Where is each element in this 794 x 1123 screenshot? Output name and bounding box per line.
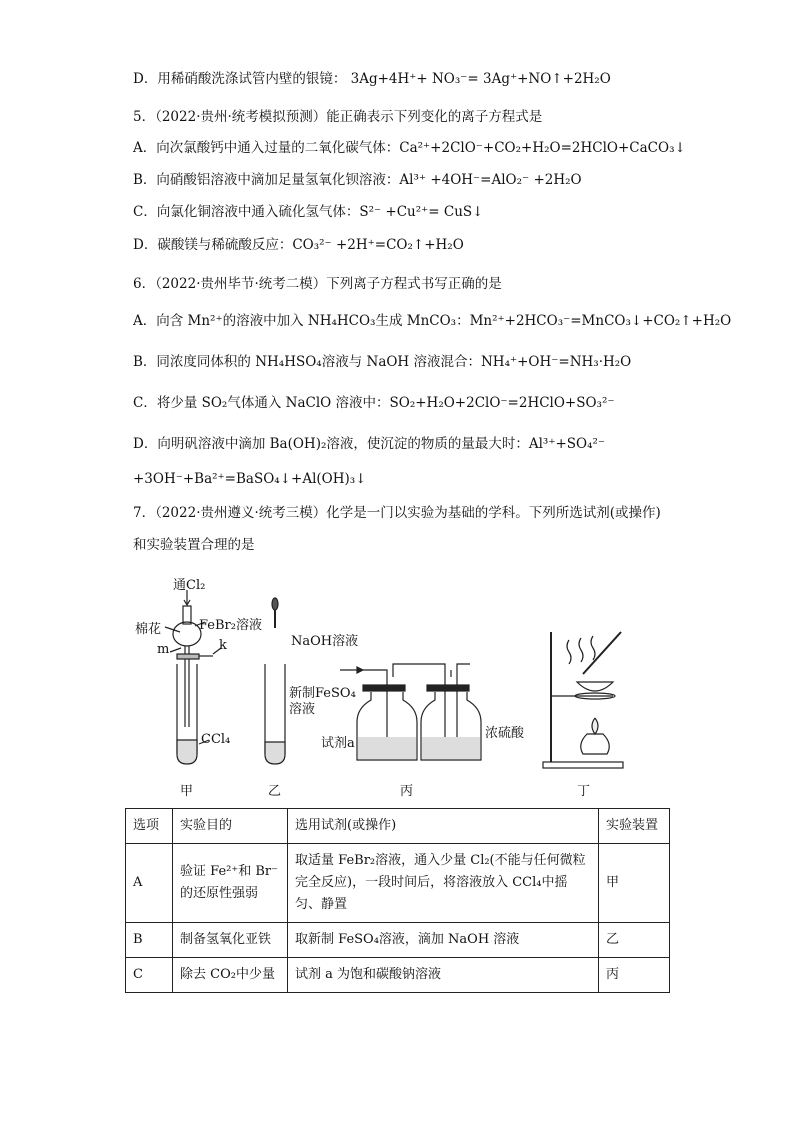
purpose-cell: 验证 Fe²⁺和 Br⁻的还原性强弱 (173, 844, 288, 923)
label-shiji-a: 试剂a (321, 736, 355, 751)
ring-stand-base (543, 762, 623, 768)
device-cell: 甲 (599, 844, 670, 923)
label-feso4: 新制FeSO₄ (289, 686, 356, 701)
header-cell: 选用试剂(或操作) (288, 809, 599, 844)
question-5-stem: 5．（2022·贵州·统考模拟预测）能正确表示下列变化的离子方程式是 (133, 109, 543, 125)
glass-rod (583, 632, 621, 674)
option-cell: C (126, 958, 173, 993)
label-k: k (219, 638, 227, 653)
question-7-stem: 7．（2022·贵州遵义·统考三模）化学是一门以实验为基础的学科。下列所选试剂(或操作) (133, 505, 661, 521)
q5-option-a: A．向次氯酸钙中通入过量的二氧化碳气体：Ca²⁺+2ClO⁻+CO₂+H₂O=2HClO+CaCO₃↓ (133, 140, 686, 156)
q5-option-b: B．向硝酸铝溶液中滴加足量氢氧化钡溶液：Al³⁺ +4OH⁻=AlO₂⁻ +2H₂O (133, 172, 582, 188)
option-cell: B (126, 923, 173, 958)
reagent-cell: 试剂 a 为饱和碳酸钠溶液 (288, 958, 599, 993)
caption-ding: 丁 (577, 784, 591, 799)
label-nongliusuan: 浓硫酸 (485, 726, 525, 741)
q5-option-d: D．碳酸镁与稀硫酸反应：CO₃²⁻ +2H⁺=CO₂↑+H₂O (133, 237, 464, 253)
q6-option-b: B．同浓度同体积的 NH₄HSO₄溶液与 NaOH 溶液混合：NH₄⁺+OH⁻=NH₃·H₂O (133, 354, 632, 370)
label-tong-cl2: 通Cl₂ (173, 578, 206, 593)
label-ccl4: CCl₄ (201, 732, 231, 747)
question-7-stem-cont: 和实验装置合理的是 (133, 537, 255, 553)
device-cell: 乙 (599, 923, 670, 958)
device-cell: 丙 (599, 958, 670, 993)
option-d-text: D．用稀硝酸洗涤试管内壁的银镜： 3Ag+4H⁺+ NO₃⁻= 3Ag⁺+NO↑+2H₂O (133, 71, 611, 87)
label-naoh: NaOH溶液 (291, 634, 359, 649)
table-row (126, 958, 670, 993)
caption-yi: 乙 (268, 784, 282, 799)
q6-option-d-cont: +3OH⁻+Ba²⁺=BaSO₄↓+Al(OH)₃↓ (133, 471, 367, 487)
label-febr2: FeBr₂溶液 (199, 618, 262, 633)
evaporating-dish (577, 682, 613, 691)
purpose-cell: 制备氢氧化亚铁 (173, 923, 288, 958)
q6-option-c: C．将少量 SO₂气体通入 NaClO 溶液中：SO₂+H₂O+2ClO⁻=2HClO+SO₃²⁻ (133, 395, 615, 411)
alcohol-lamp (581, 734, 610, 754)
label-mianhua: 棉花 (135, 622, 162, 637)
q6-option-a: A．向含 Mn²⁺的溶液中加入 NH₄HCO₃生成 MnCO₃：Mn²⁺+2HCO₃⁻=MnCO₃↓+CO₂↑+H₂O (133, 313, 732, 329)
apparatus-drawing (125, 572, 685, 802)
table-row (126, 844, 670, 923)
label-m: m (157, 642, 170, 657)
apparatus-diagram (125, 572, 685, 802)
reagent-cell: 取适量 FeBr₂溶液，通入少量 Cl₂(不能与任何微粒完全反应)，一段时间后，将溶液放入 CCl₄中摇匀、静置 (288, 844, 599, 923)
question-6-stem: 6．（2022·贵州毕节·统考二模）下列离子方程式书写正确的是 (133, 276, 502, 292)
options-table (125, 808, 670, 993)
reagent-cell: 取新制 FeSO₄溶液，滴加 NaOH 溶液 (288, 923, 599, 958)
header-cell: 实验目的 (173, 809, 288, 844)
header-cell: 选项 (126, 809, 173, 844)
option-cell: A (126, 844, 173, 923)
caption-jia: 甲 (180, 784, 194, 799)
caption-bing: 丙 (400, 784, 414, 799)
header-cell: 实验装置 (599, 809, 670, 844)
table-row (126, 923, 670, 958)
label-rongye: 溶液 (289, 702, 316, 717)
purpose-cell: 除去 CO₂中少量 (173, 958, 288, 993)
q5-option-c: C．向氯化铜溶液中通入硫化氢气体：S²⁻ +Cu²⁺= CuS↓ (133, 204, 484, 220)
table-header-row (126, 809, 670, 844)
q6-option-d: D．向明矾溶液中滴加 Ba(OH)₂溶液，使沉淀的物质的量最大时：Al³⁺+SO₄²⁻ (133, 436, 606, 452)
